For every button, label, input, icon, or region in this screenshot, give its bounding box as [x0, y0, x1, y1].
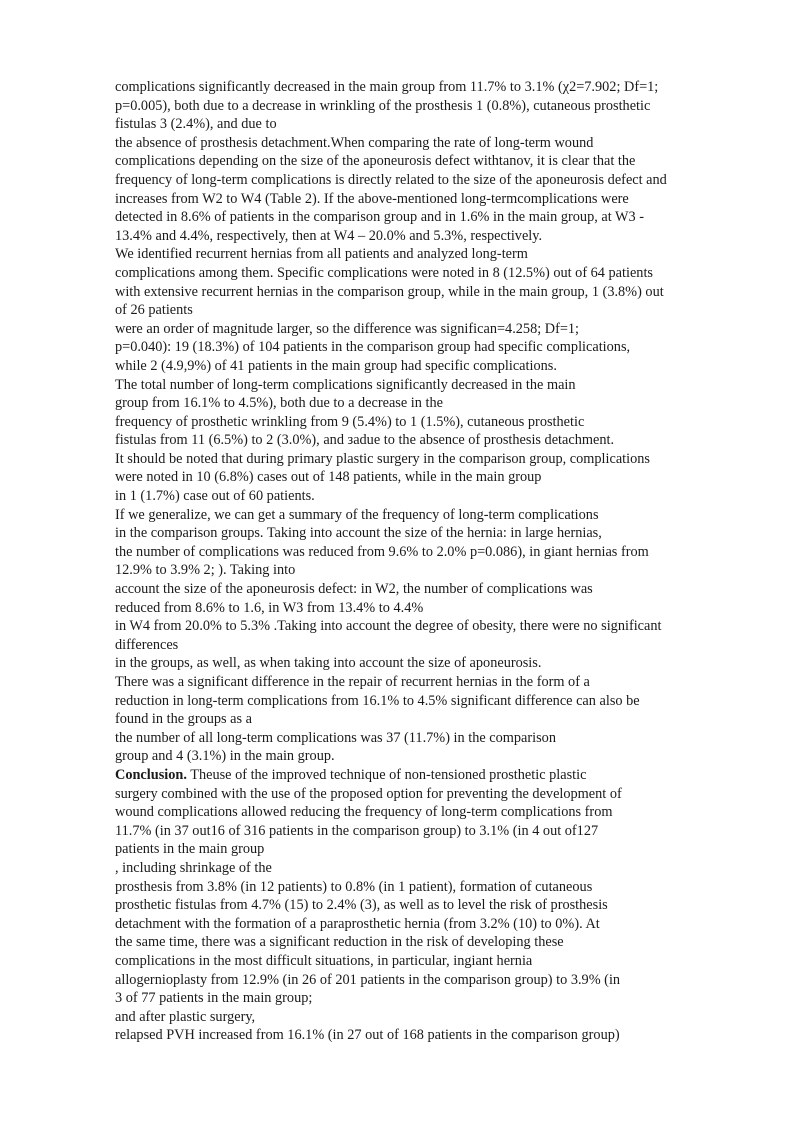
- text-line: the absence of prosthesis detachment.When comparing the rate of long-term wound: [115, 134, 594, 151]
- text-line: complications significantly decreased in the main group from 11.7% to 3.1% (χ2=7.902; Df=1;: [115, 79, 659, 95]
- text-line: complications among them. Specific complications were noted in 8 (12.5%) out of 64 patients: [115, 264, 653, 281]
- text-line: the number of all long-term complications was 37 (11.7%) in the comparison: [115, 729, 556, 746]
- text-line: The total number of long-term complications significantly decreased in the main: [115, 376, 576, 393]
- text-line: patients in the main group: [115, 841, 265, 858]
- text-line: frequency of long-term complications is directly related to the size of the aponeurosis defect and: [115, 171, 667, 188]
- text-line: detected in 8.6% of patients in the comparison group and in 1.6% in the main group, at W3 -: [115, 209, 644, 226]
- text-line: prosthesis from 3.8% (in 12 patients) to 0.8% (in 1 patient), formation of cutaneous: [115, 878, 593, 895]
- text-line: group from 16.1% to 4.5%), both due to a decrease in the: [115, 395, 443, 412]
- text-line: in 1 (1.7%) case out of 60 patients.: [115, 488, 315, 505]
- text-line: detachment with the formation of a paraprosthetic hernia (from 3.2% (10) to 0%). At: [115, 915, 600, 932]
- text-line: surgery combined with the use of the proposed option for preventing the development of: [115, 785, 622, 802]
- text-line: group and 4 (3.1%) in the main group.: [115, 748, 335, 765]
- text-line: fistulas 3 (2.4%), and due to: [115, 116, 277, 133]
- conclusion-line: [115, 766, 745, 785]
- conclusion-text: Theuse of the improved technique of non-tensioned prosthetic plastic: [186, 766, 587, 783]
- text-line: 13.4% and 4.4%, respectively, then at W4 – 20.0% and 5.3%, respectively.: [115, 227, 543, 244]
- text-line: fistulas from 11 (6.5%) to 2 (3.0%), and зadue to the absence of prosthesis detachment.: [115, 432, 615, 449]
- text-line: We identified recurrent hernias from all patients and analyzed long-term: [115, 246, 528, 263]
- text-line: prosthetic fistulas from 4.7% (15) to 2.4% (3), as well as to level the risk of prosthesis: [115, 897, 608, 914]
- text-line: reduction in long-term complications from 16.1% to 4.5% significant difference can also be: [115, 692, 640, 709]
- text-line: wound complications allowed reducing the frequency of long-term complications from: [115, 804, 613, 821]
- text-line: It should be noted that during primary plastic surgery in the comparison group, complications: [115, 450, 650, 467]
- text-line: p=0.005), both due to a decrease in wrinkling of the prosthesis 1 (0.8%), cutaneous prosthetic: [115, 97, 651, 114]
- text-line: and after plastic surgery,: [115, 1008, 256, 1025]
- text-line: increases from W2 to W4 (Table 2). If the above-mentioned long-termcomplications were: [115, 190, 629, 207]
- text-line: 11.7% (in 37 out16 of 316 patients in the comparison group) to 3.1% (in 4 out of127: [115, 822, 599, 839]
- conclusion-heading: Conclusion.: [115, 766, 187, 783]
- text-line: complications in the most difficult situations, in particular, ingiant hernia: [115, 952, 533, 969]
- text-line: with extensive recurrent hernias in the comparison group, while in the main group, 1 (3.8%) out: [115, 283, 664, 300]
- text-line: allogernioplasty from 12.9% (in 26 of 201 patients in the comparison group) to 3.9% (in: [115, 971, 621, 988]
- text-line: , including shrinkage of the: [115, 859, 272, 876]
- text-line: There was a significant difference in the repair of recurrent hernias in the form of a: [115, 674, 590, 690]
- text-line: in W4 from 20.0% to 5.3% .Taking into account the degree of obesity, there were no significant: [115, 618, 662, 635]
- text-line: were an order of magnitude larger, so the difference was significan=4.258; Df=1;: [115, 320, 580, 337]
- text-line: found in the groups as a: [115, 711, 252, 728]
- text-line: 3 of 77 patients in the main group;: [115, 990, 313, 1007]
- text-line: in the groups, as well, as when taking into account the size of aponeurosis.: [115, 655, 542, 672]
- text-line: account the size of the aponeurosis defect: in W2, the number of complications was: [115, 581, 593, 598]
- text-line: complications depending on the size of the aponeurosis defect withtanov, it is clear that the: [115, 153, 636, 170]
- text-line: of 26 patients: [115, 302, 193, 319]
- text-line: frequency of prosthetic wrinkling from 9 (5.4%) to 1 (1.5%), cutaneous prosthetic: [115, 413, 585, 430]
- text-line: the same time, there was a significant reduction in the risk of developing these: [115, 934, 564, 951]
- text-line: reduced from 8.6% to 1.6, in W3 from 13.4% to 4.4%: [115, 599, 424, 616]
- text-line: relapsed PVH increased from 16.1% (in 27 out of 168 patients in the comparison group): [115, 1027, 620, 1044]
- text-line: If we generalize, we can get a summary of the frequency of long-term complications: [115, 506, 599, 523]
- text-line: the number of complications was reduced from 9.6% to 2.0% p=0.086), in giant hernias from: [115, 543, 649, 560]
- text-line: were noted in 10 (6.8%) cases out of 148 patients, while in the main group: [115, 469, 542, 486]
- text-line: while 2 (4.9,9%) of 41 patients in the main group had specific complications.: [115, 357, 557, 374]
- body-text: [115, 78, 745, 1045]
- text-line: differences: [115, 636, 179, 653]
- text-line: in the comparison groups. Taking into account the size of the hernia: in large hernias,: [115, 525, 602, 542]
- text-line: p=0.040): 19 (18.3%) of 104 patients in the comparison group had specific complications,: [115, 339, 631, 356]
- text-line: 12.9% to 3.9% 2; ). Taking into: [115, 562, 296, 579]
